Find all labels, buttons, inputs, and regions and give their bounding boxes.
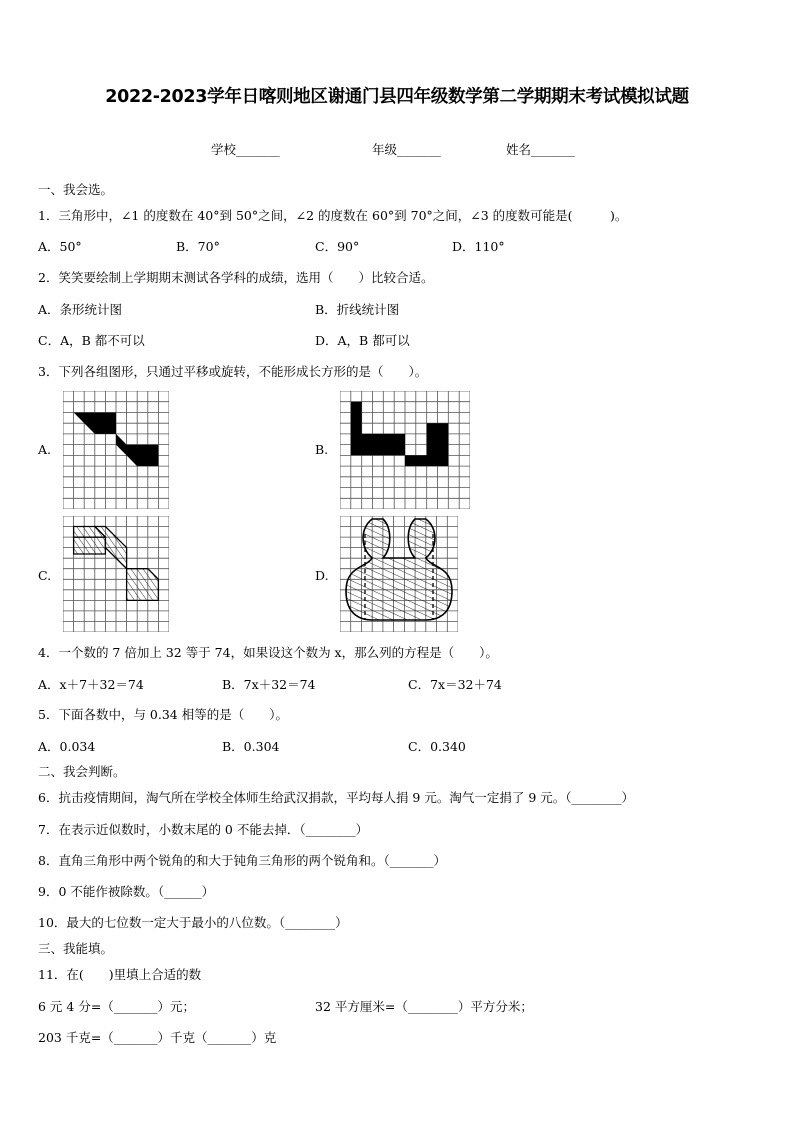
q3-option-d-label: D. [315,568,329,583]
q2-option-c: C．A，B 都不可以 [38,333,145,348]
q4-option-c: C．7x＝32＋74 [408,677,502,692]
q1-option-d: D．110° [452,239,505,254]
q1-option-b: B．70° [176,239,220,254]
q3-figure-b [340,391,470,509]
q8-stem: 8．直角三角形中两个锐角的和大于钝角三角形的两个锐角和。（_______） [38,853,446,868]
q1-stem: 1．三角形中，∠1 的度数在 40°到 50°之间，∠2 的度数在 60°到 70°之间，∠3 的度数可能是( )。 [38,208,628,223]
q3-option-b-label: B. [315,442,329,457]
q9-stem: 9．0 不能作被除数。（______） [38,884,215,899]
q10-stem: 10．最大的七位数一定大于最小的八位数。（________） [38,915,348,930]
q3-figure-c [63,516,169,632]
q11-stem: 11．在( )里填上合适的数 [38,967,202,982]
school-field: 学校_______ [211,142,280,157]
q3-option-c-label: C. [38,568,52,583]
q11-line-1b: 32 平方厘米=（________）平方分米； [315,999,533,1014]
q7-stem: 7．在表示近似数时，小数末尾的 0 不能去掉．（________） [38,822,369,837]
q6-stem: 6．抗击疫情期间，淘气所在学校全体师生给武汉捐款，平均每人捐 9 元。淘气一定捐了 9 元。（________） [38,790,635,805]
shape-b-left [351,402,405,456]
q2-stem: 2．笑笑要绘制上学期期末测试各学科的成绩，选用（ ）比较合适。 [38,270,434,285]
section-3-heading: 三、我能填。 [38,941,114,956]
section-2-heading: 二、我会判断。 [38,764,126,779]
q4-stem: 4．一个数的 7 倍加上 32 等于 74，如果设这个数为 x，那么列的方程是（ ）。 [38,645,498,660]
q3-stem: 3．下列各组图形，只通过平移或旋转，不能形成长方形的是（ ）。 [38,364,428,379]
q2-option-d: D．A，B 都可以 [315,333,410,348]
q5-option-a: A．0.034 [38,739,96,754]
q1-option-c: C．90° [315,239,360,254]
q11-line-1a: 6 元 4 分=（_______）元； [38,999,196,1014]
q2-option-b: B．折线统计图 [315,302,400,317]
name-field: 姓名_______ [506,142,575,157]
q5-option-b: B．0.304 [222,739,280,754]
q3-figure-d [340,516,458,632]
q11-line-2: 203 千克=（_______）千克（_______）克 [38,1030,277,1045]
q2-option-a: A．条形统计图 [38,302,123,317]
q5-stem: 5．下面各数中，与 0.34 相等的是（ ）。 [38,707,288,722]
q1-option-a: A．50° [38,239,82,254]
q4-option-a: A．x＋7＋32＝74 [38,677,144,692]
page-title: 2022-2023学年日喀则地区谢通门县四年级数学第二学期期末考试模拟试题 [105,87,689,107]
q5-option-c: C．0.340 [408,739,466,754]
grade-field: 年级_______ [372,142,441,157]
q3-figure-a [63,391,169,509]
q4-option-b: B．7x＋32＝74 [222,677,316,692]
q3-option-a-label: A. [38,442,52,457]
section-1-heading: 一、我会选。 [38,182,114,197]
